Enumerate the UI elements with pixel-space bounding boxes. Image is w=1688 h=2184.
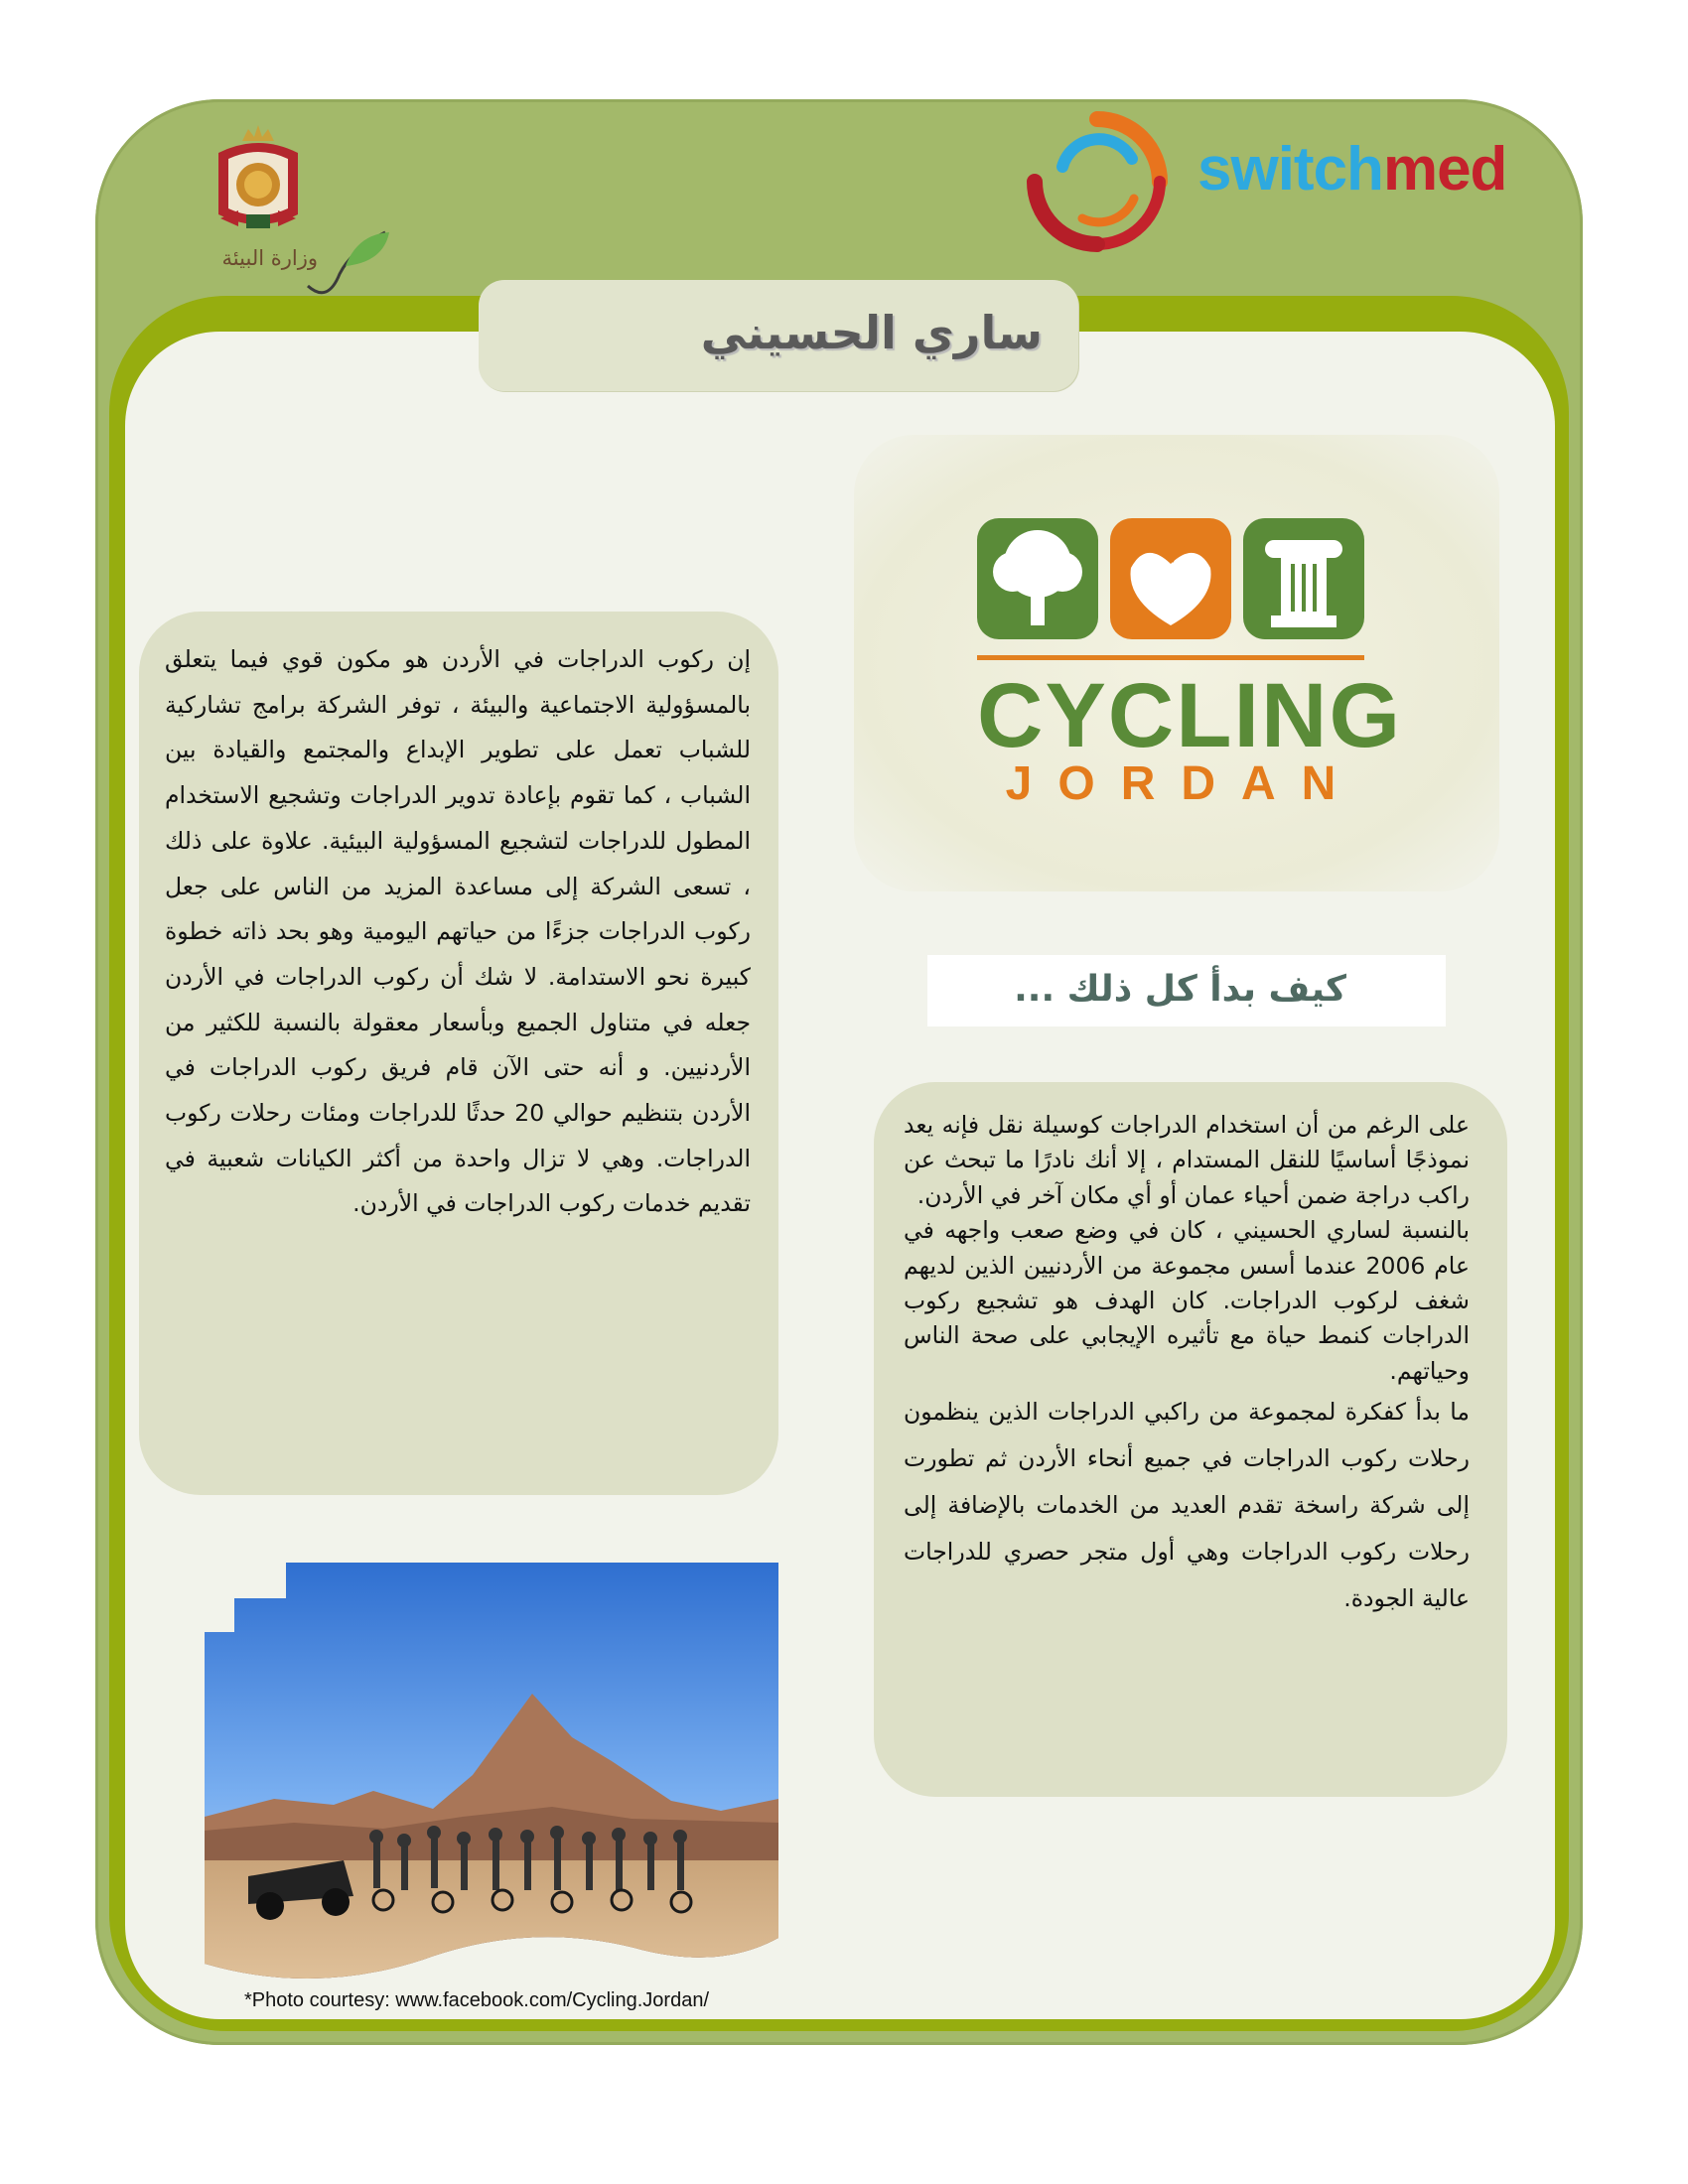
page-title: ساري الحسيني [700, 306, 1043, 359]
leaf-icon [298, 226, 393, 306]
right-paragraph-2: بالنسبة لساري الحسيني ، كان في وضع صعب واجهه في عام 2006 عندما أسس مجموعة من الأردنيين الذين لديهم شغف لركوب الدراجات. كان الهدف هو تشجيع ركوب الدراجات كنمط حياة مع تأثيره الإيجابي على صحة الناس وحياتهم. [904, 1216, 1470, 1385]
left-paragraph: إن ركوب الدراجات في الأردن هو مكون قوي فيما يتعلق بالمسؤولية الاجتماعية والبيئة ، توفر الشركة برامج تشاركية للشباب تعمل على تطوير الإبداع والمجتمع والقيادة بين الشباب ، كما تقوم بإعادة تدوير الدراجات وتشجيع الاستخدام المطول للدراجات لتشجيع المسؤولية البيئية. علاوة على ذلك ، تسعى الشركة إلى مساعدة المزيد من الناس على جعل ركوب الدراجات جزءًا من حياتهم اليومية وهو بحد ذاته خطوة كبيرة نحو الاستدامة. لا شك أن ركوب الدراجات في الأردن جعله في متناول الجميع وبأسعار معقولة بالنسبة للكثير من الأردنيين. و أنه حتى الآن قام فريق ركوب الدراجات في الأردن بتنظيم حوالي 20 حدثًا للدراجات ومئات رحلات ركوب الدراجات. وهي لا تزال واحدة من أكثر الكيانات شعبية في تقديم خدمات ركوب الدراجات في الأردن. [165, 645, 751, 1218]
ministry-name: وزارة البيئة [221, 246, 318, 270]
logo-word-cycling: CYCLING [977, 665, 1402, 766]
wordmark-part-med: med [1382, 135, 1507, 204]
cycling-jordan-icons [977, 516, 1364, 645]
logo-word-jordan: JORDAN [1005, 757, 1362, 810]
subheading: كيف بدأ كل ذلك ... [1014, 969, 1346, 1010]
right-text-box [874, 1082, 1507, 1797]
cyclists-desert-photo [205, 1563, 778, 1983]
photo-credit: *Photo courtesy: www.facebook.com/Cycling.Jordan/ [244, 1989, 709, 2011]
switchmed-wordmark [1197, 135, 1507, 204]
logo-divider [977, 655, 1364, 660]
title-tab [479, 280, 1078, 391]
wordmark-part-switch: switch [1197, 135, 1383, 204]
subheading-box [927, 955, 1446, 1026]
cycling-jordan-logo [854, 435, 1499, 891]
jordan-emblem-icon [199, 123, 318, 242]
left-text-box [139, 612, 778, 1495]
right-paragraph-1: على الرغم من أن استخدام الدراجات كوسيلة نقل فإنه يعد نموذجًا أساسيًا للنقل المستدام ، إلا أنك نادرًا ما تبحث عن راكب دراجة ضمن أحياء عمان أو أي مكان آخر في الأردن. [904, 1111, 1470, 1209]
switchmed-swirl-icon [1023, 107, 1172, 256]
right-paragraph-3: ما بدأ كفكرة لمجموعة من راكبي الدراجات الذين ينظمون رحلات ركوب الدراجات في جميع أنحاء الأردن ثم تطورت إلى شركة راسخة تقدم العديد من الخدمات بالإضافة إلى رحلات ركوب الدراجات وهي أول متجر حصري للدراجات عالية الجودة. [904, 1398, 1470, 1613]
